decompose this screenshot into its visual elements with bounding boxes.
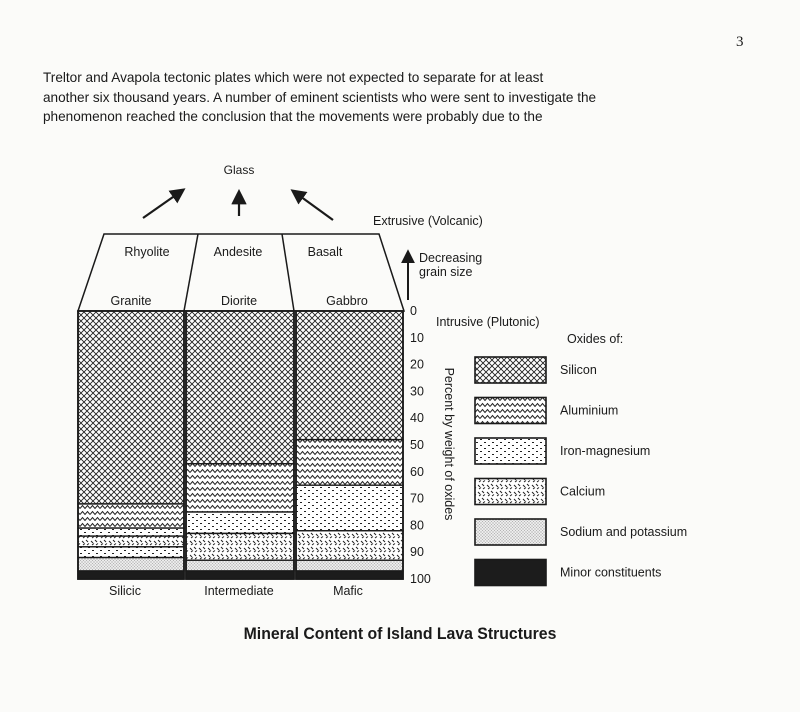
grain-label-line2: grain size — [419, 265, 473, 279]
column-segment-minor — [296, 571, 403, 579]
legend-swatch-aluminium — [475, 398, 546, 424]
axis-tick-label: 70 — [410, 491, 424, 506]
column-segment-silicon — [78, 311, 184, 504]
axis-tick-label: 20 — [410, 357, 424, 372]
intrusive-label: Intrusive (Plutonic) — [436, 315, 540, 329]
plutonic-rock-label: Granite — [110, 294, 152, 308]
column-segment-minor — [186, 571, 294, 579]
trapezoid-divider-2 — [282, 234, 294, 311]
axis-tick-label: 100 — [410, 572, 431, 586]
axis-tick-label: 90 — [410, 545, 424, 560]
glass-label: Glass — [223, 163, 255, 177]
column-segment-aluminium — [78, 504, 184, 528]
column-label: Silicic — [109, 584, 141, 598]
legend-label-aluminium: Aluminium — [560, 403, 619, 418]
axis-tick-label: 60 — [410, 464, 424, 479]
legend-swatch-sodium — [475, 519, 546, 545]
column-segment-minor — [78, 571, 184, 579]
extrusive-label: Extrusive (Volcanic) — [373, 214, 483, 228]
legend-label-silicon: Silicon — [560, 363, 597, 377]
stacked-columns — [78, 311, 403, 579]
axis-tick-label: 0 — [410, 304, 417, 318]
column-segment-iron — [296, 485, 403, 531]
legend-label-sodium: Sodium and potassium — [560, 525, 688, 539]
axis-tick-label: 40 — [410, 411, 424, 426]
volcanic-rock-label: Rhyolite — [124, 245, 170, 259]
oxide-legend — [475, 357, 687, 586]
column-segment-silicon — [186, 311, 294, 464]
legend-label-minor: Minor constituents — [560, 565, 662, 580]
legend-swatch-minor — [475, 560, 546, 586]
plutonic-rock-label: Gabbro — [326, 294, 368, 308]
arrow-left — [143, 190, 183, 218]
legend-label-iron: Iron-magnesium — [560, 444, 651, 458]
column-segment-silicon — [296, 311, 403, 440]
column-segment-calcium — [296, 531, 403, 560]
axis-tick-label: 50 — [410, 438, 424, 452]
axis-tick-label: 30 — [410, 384, 424, 399]
column-segment-iron — [186, 512, 294, 533]
legend-label-calcium: Calcium — [560, 484, 606, 499]
paragraph-line: another six thousand years. A number of eminent scientists who were sent to investigate the — [43, 89, 597, 105]
plutonic-rock-label: Diorite — [220, 294, 258, 308]
column-segment-sodium — [296, 560, 403, 571]
axis-tick-label: 10 — [410, 330, 424, 345]
column-label: Mafic — [333, 584, 363, 598]
column-segment-sodium — [186, 560, 294, 571]
column-segment-iron — [78, 547, 184, 558]
grain-label-line1: Decreasing — [419, 251, 483, 265]
paragraph-line: Treltor and Avapola tectonic plates which were not expected to separate for at least — [43, 70, 544, 85]
percent-axis — [410, 304, 431, 586]
volcanic-rock-label: Basalt — [307, 245, 343, 259]
column-label: Intermediate — [204, 584, 274, 598]
axis-title: Percent by weight of oxides — [442, 367, 456, 521]
trapezoid-divider-1 — [184, 234, 198, 311]
legend-swatch-iron — [475, 438, 546, 464]
page-number: 3 — [736, 34, 744, 50]
column-segment-iron — [78, 528, 184, 536]
column-segment-aluminium — [296, 440, 403, 486]
paragraph-line: phenomenon reached the conclusion that the movements were probably due to the — [43, 109, 543, 124]
legend-title: Oxides of: — [567, 332, 624, 346]
arrow-right — [293, 191, 333, 220]
column-segment-calcium — [186, 533, 294, 560]
volcanic-rock-label: Andesite — [213, 245, 263, 259]
legend-swatch-silicon — [475, 357, 546, 383]
column-segment-aluminium — [186, 464, 294, 512]
column-segment-calcium — [78, 536, 184, 547]
figure-caption: Mineral Content of Island Lava Structures — [243, 624, 557, 643]
column-segment-sodium — [78, 558, 184, 571]
legend-swatch-calcium — [475, 479, 546, 505]
axis-tick-label: 80 — [410, 518, 424, 533]
